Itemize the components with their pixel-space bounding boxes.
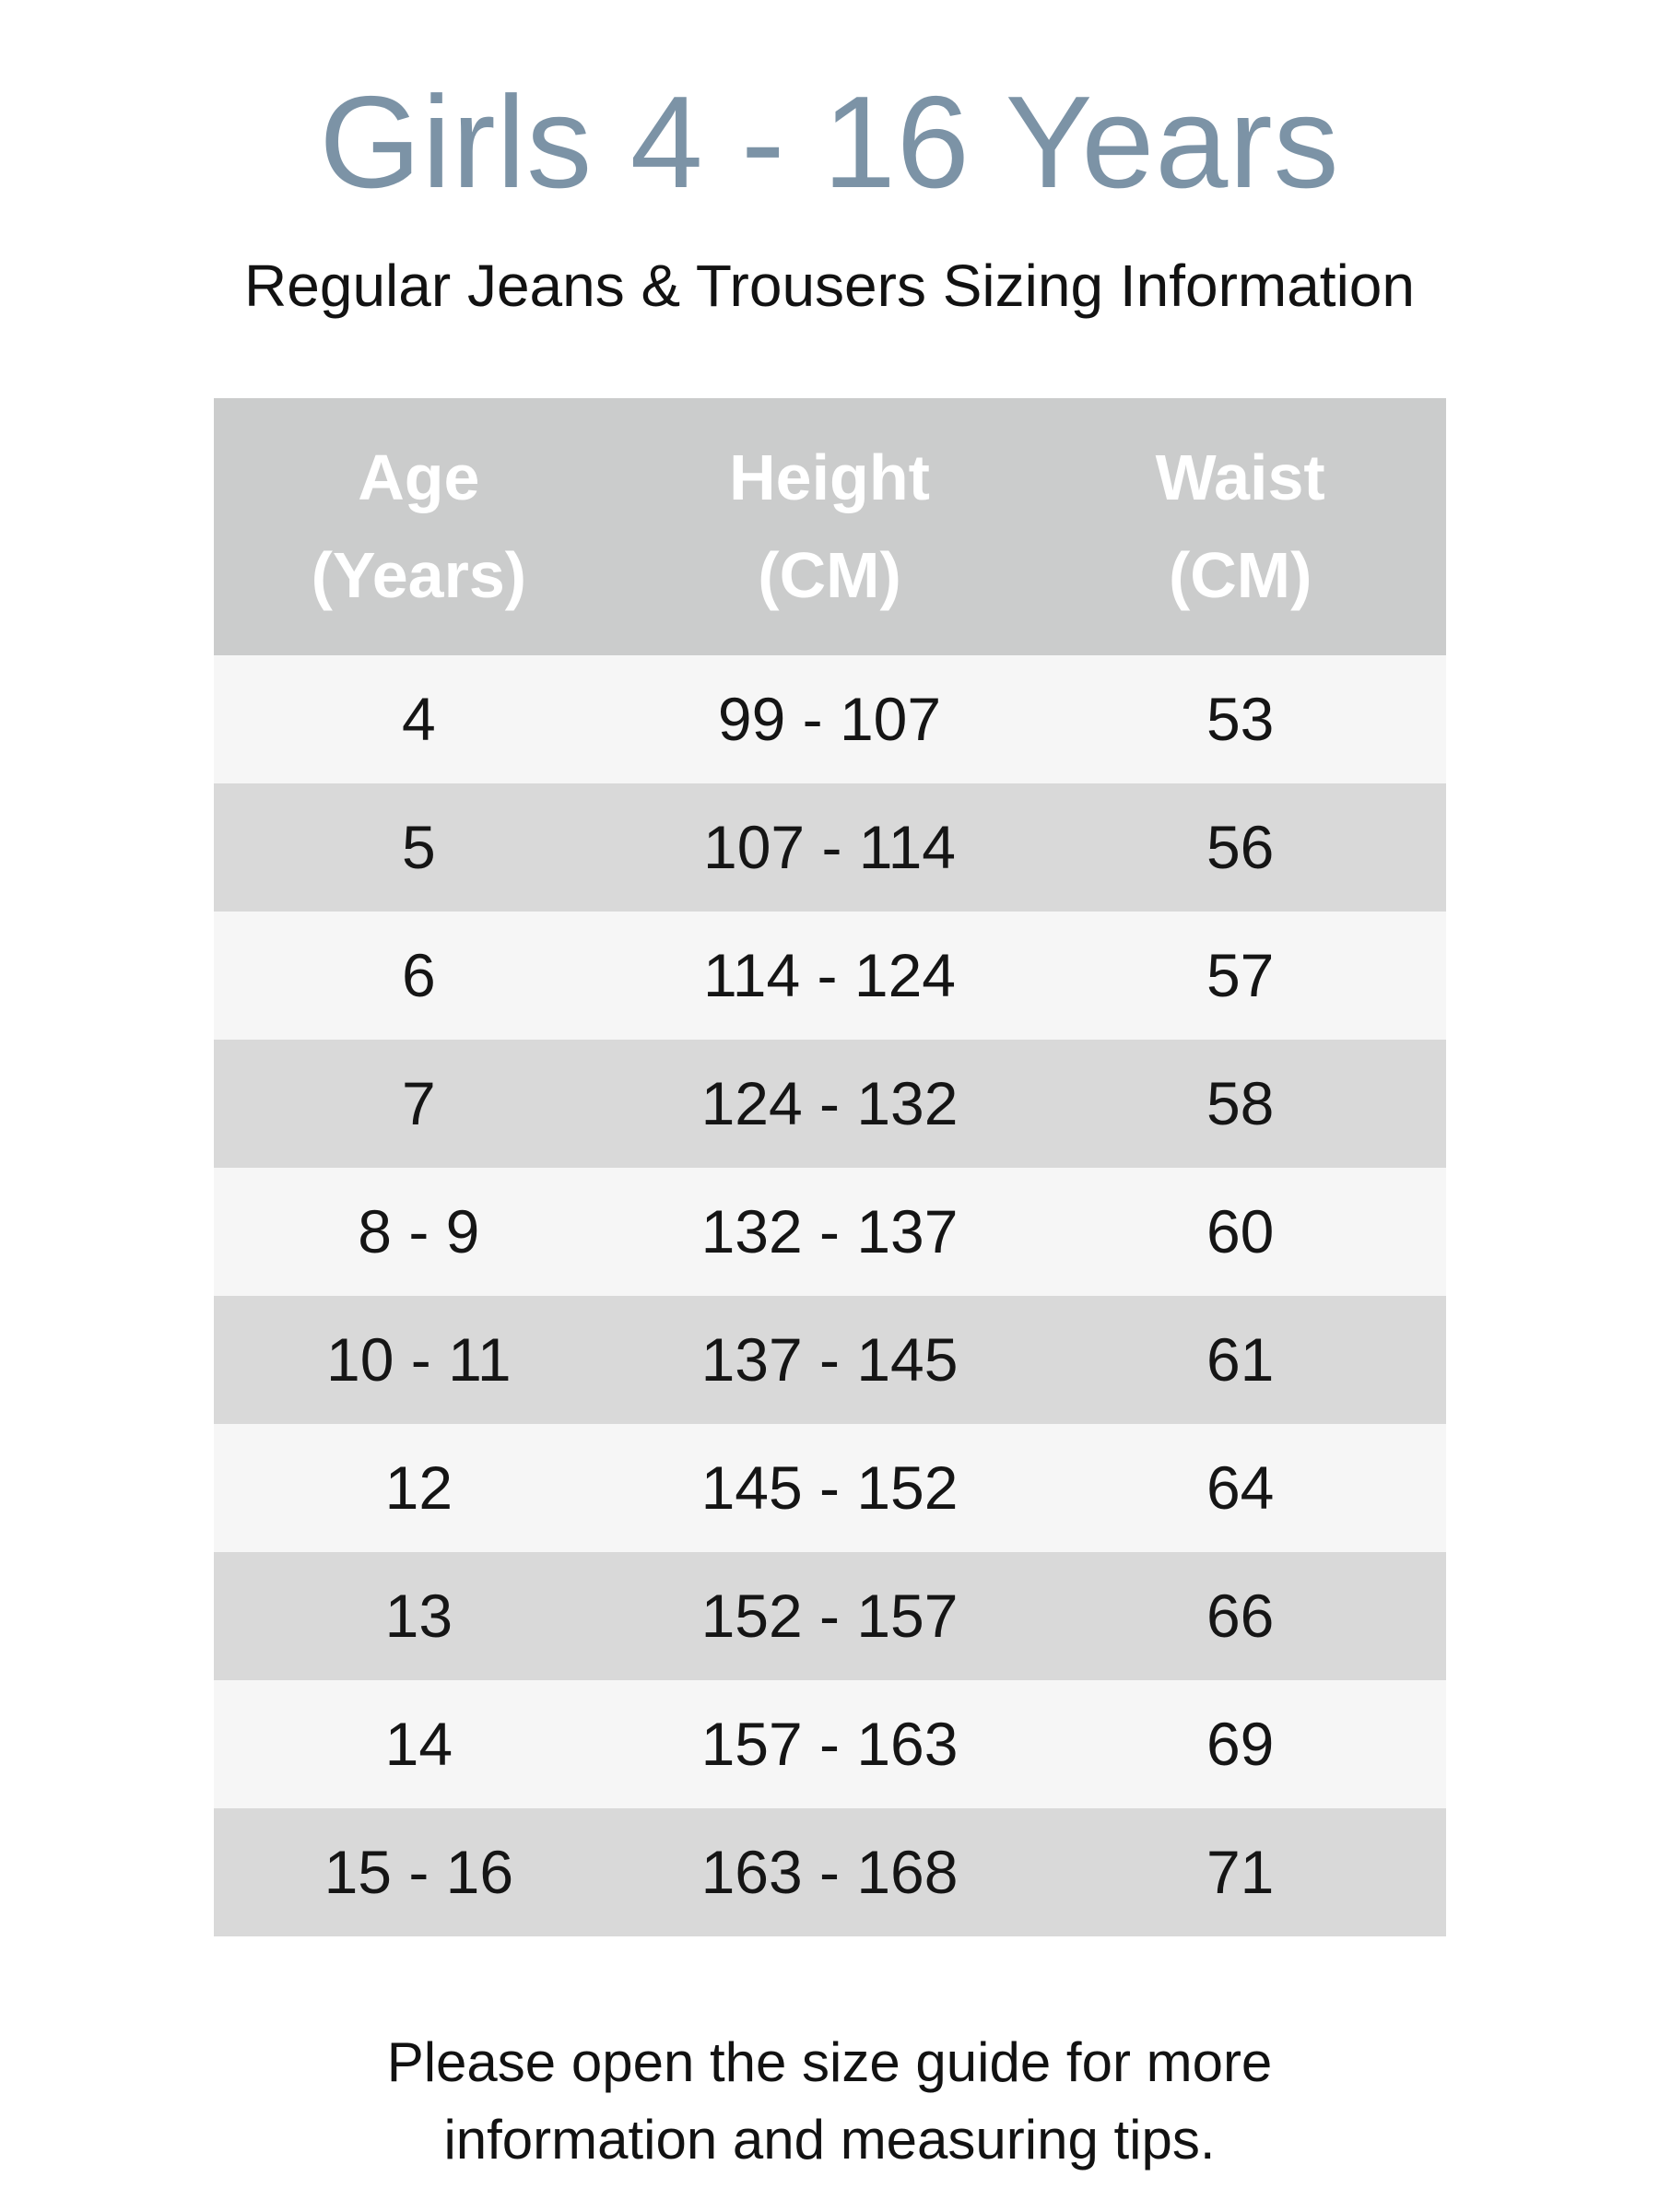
waist-cell: 71 — [1206, 1838, 1275, 1907]
column-header-waist — [1035, 398, 1446, 655]
column-header-waist-label: Waist — [1155, 441, 1325, 514]
table-body — [214, 655, 1446, 1936]
waist-cell: 57 — [1206, 941, 1275, 1010]
column-header-height — [624, 398, 1035, 655]
height-cell: 163 - 168 — [700, 1838, 959, 1907]
table-row — [214, 1040, 1446, 1168]
waist-cell: 69 — [1206, 1710, 1275, 1779]
height-cell: 152 - 157 — [700, 1582, 959, 1651]
table-row — [214, 783, 1446, 912]
column-header-age — [214, 398, 625, 655]
age-cell: 15 - 16 — [324, 1838, 514, 1907]
page-title: Girls 4 - 16 Years — [319, 69, 1340, 216]
age-cell: 8 - 9 — [358, 1197, 480, 1266]
height-cell: 114 - 124 — [703, 941, 956, 1010]
waist-cell: 58 — [1206, 1069, 1275, 1138]
height-cell: 157 - 163 — [700, 1710, 959, 1779]
column-header-waist-unit: (CM) — [1168, 539, 1312, 612]
age-cell: 7 — [401, 1069, 436, 1138]
waist-cell: 53 — [1206, 685, 1275, 754]
waist-cell: 61 — [1206, 1325, 1275, 1394]
column-header-age-label: Age — [358, 441, 480, 514]
height-cell: 124 - 132 — [700, 1069, 959, 1138]
table-row — [214, 1808, 1446, 1936]
waist-cell: 60 — [1206, 1197, 1275, 1266]
page-subtitle: Regular Jeans & Trousers Sizing Information — [244, 253, 1415, 320]
table-header-row — [214, 398, 1446, 655]
height-cell: 145 - 152 — [700, 1453, 959, 1523]
age-cell: 12 — [384, 1453, 453, 1523]
table-row — [214, 1296, 1446, 1424]
age-cell: 5 — [401, 813, 436, 882]
column-header-age-unit: (Years) — [311, 539, 527, 612]
age-cell: 13 — [384, 1582, 453, 1651]
table-row — [214, 912, 1446, 1040]
waist-cell: 56 — [1206, 813, 1275, 882]
table-row — [214, 1680, 1446, 1808]
waist-cell: 66 — [1206, 1582, 1275, 1651]
age-cell: 14 — [384, 1710, 453, 1779]
age-cell: 6 — [401, 941, 436, 1010]
footer-note — [0, 2024, 1659, 2179]
height-cell: 137 - 145 — [700, 1325, 959, 1394]
waist-cell: 64 — [1206, 1453, 1275, 1523]
column-header-height-unit: (CM) — [758, 539, 901, 612]
size-table — [214, 398, 1446, 1936]
table-row — [214, 655, 1446, 783]
footer-note-line-2: information and measuring tips. — [443, 2108, 1216, 2171]
height-cell: 99 - 107 — [717, 685, 942, 754]
table-row — [214, 1552, 1446, 1680]
footer-note-line-1: Please open the size guide for more — [386, 2030, 1273, 2093]
age-cell: 4 — [401, 685, 436, 754]
table-row — [214, 1424, 1446, 1552]
column-header-height-label: Height — [729, 441, 930, 514]
age-cell: 10 - 11 — [326, 1325, 512, 1394]
height-cell: 132 - 137 — [700, 1197, 959, 1266]
height-cell: 107 - 114 — [703, 813, 956, 882]
table-row — [214, 1168, 1446, 1296]
